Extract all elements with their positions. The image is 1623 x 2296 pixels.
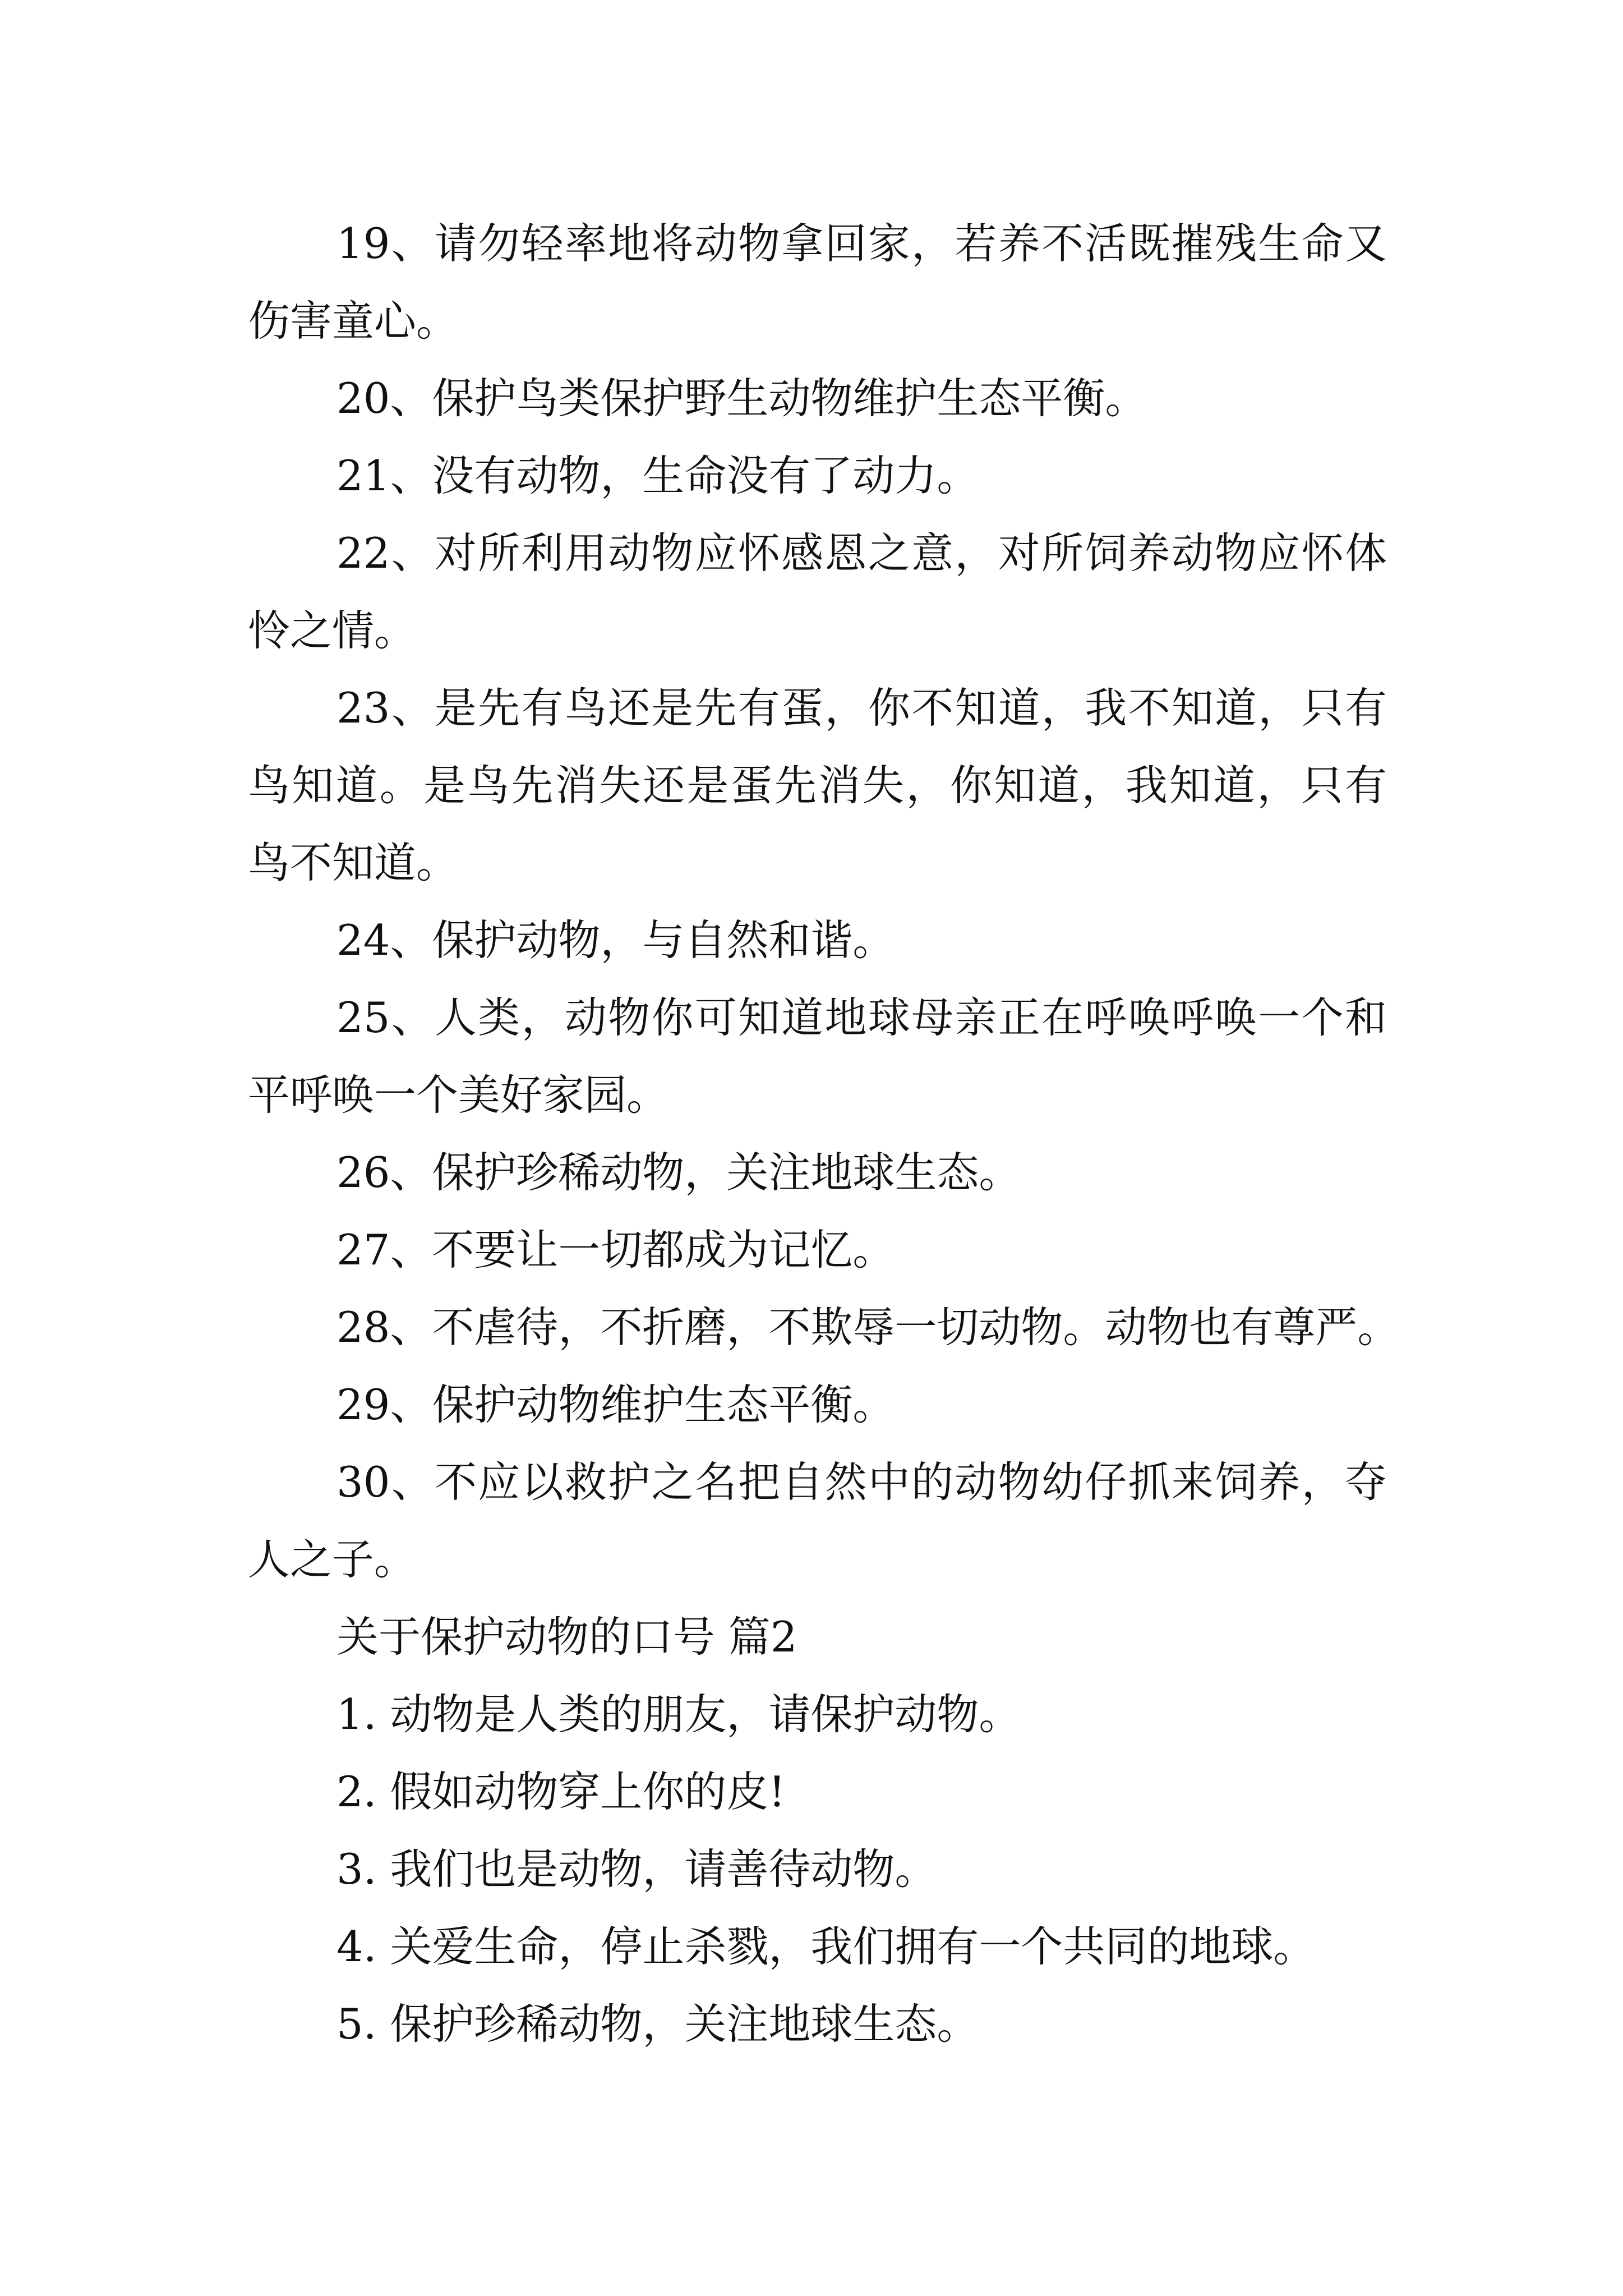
text-line: 25、人类，动物你可知道地球母亲正在呼唤呼唤一个和	[336, 993, 1387, 1042]
text-line: 27、不要让一切都成为记忆。	[336, 1225, 895, 1274]
text-line: 24、保护动物，与自然和谐。	[336, 915, 895, 965]
slogan-item	[248, 514, 1387, 669]
slogan-item	[248, 1366, 1387, 1443]
section-heading: 关于保护动物的口号 篇2	[336, 1612, 797, 1662]
slogan-item	[248, 360, 1387, 437]
slogan-item	[248, 669, 1387, 901]
text-line: 伤害童心。	[248, 296, 459, 346]
slogan-item	[248, 1289, 1400, 1366]
text-line: 20、保护鸟类保护野生动物维护生态平衡。	[336, 374, 1147, 423]
text-line: 22、对所利用动物应怀感恩之意，对所饲养动物应怀体	[336, 528, 1387, 578]
slogan-item	[248, 979, 1387, 1134]
text-line: 21、没有动物，生命没有了动力。	[336, 451, 979, 500]
text-line: 19、请勿轻率地将动物拿回家，若养不活既摧残生命又	[336, 219, 1387, 268]
list-item: 3. 我们也是动物，请善待动物。	[336, 1844, 937, 1894]
slogan-item	[248, 437, 1387, 514]
list-item: 2. 假如动物穿上你的皮!	[336, 1767, 786, 1816]
text-line: 人之子。	[248, 1535, 417, 1584]
document-body	[248, 205, 1400, 2063]
slogan-list	[248, 1676, 1387, 2063]
slogan-item	[248, 901, 1387, 979]
slogan-item	[248, 1211, 1387, 1289]
list-item: 4. 关爱生命，停止杀戮，我们拥有一个共同的地球。	[336, 1922, 1316, 1971]
text-line: 30、不应以救护之名把自然中的动物幼仔抓来饲养，夺	[336, 1457, 1387, 1507]
slogan-item	[248, 205, 1387, 360]
slogan-item	[248, 1134, 1387, 1211]
list-item: 1. 动物是人类的朋友，请保护动物。	[336, 1690, 1021, 1739]
text-line: 鸟知道。是鸟先消失还是蛋先消失，你知道，我知道，只有	[248, 761, 1387, 810]
text-line: 26、保护珍稀动物，关注地球生态。	[336, 1148, 1021, 1197]
text-line: 29、保护动物维护生态平衡。	[336, 1380, 895, 1429]
text-line: 怜之情。	[248, 606, 417, 655]
text-line: 23、是先有鸟还是先有蛋，你不知道，我不知道，只有	[336, 683, 1387, 733]
slogan-item	[248, 1443, 1387, 1598]
text-line: 28、不虐待，不折磨，不欺辱一切动物。动物也有尊严。	[336, 1303, 1400, 1352]
text-line: 鸟不知道。	[248, 838, 459, 887]
list-item: 5. 保护珍稀动物，关注地球生态。	[336, 1999, 979, 2049]
text-line: 平呼唤一个美好家园。	[248, 1070, 669, 1120]
